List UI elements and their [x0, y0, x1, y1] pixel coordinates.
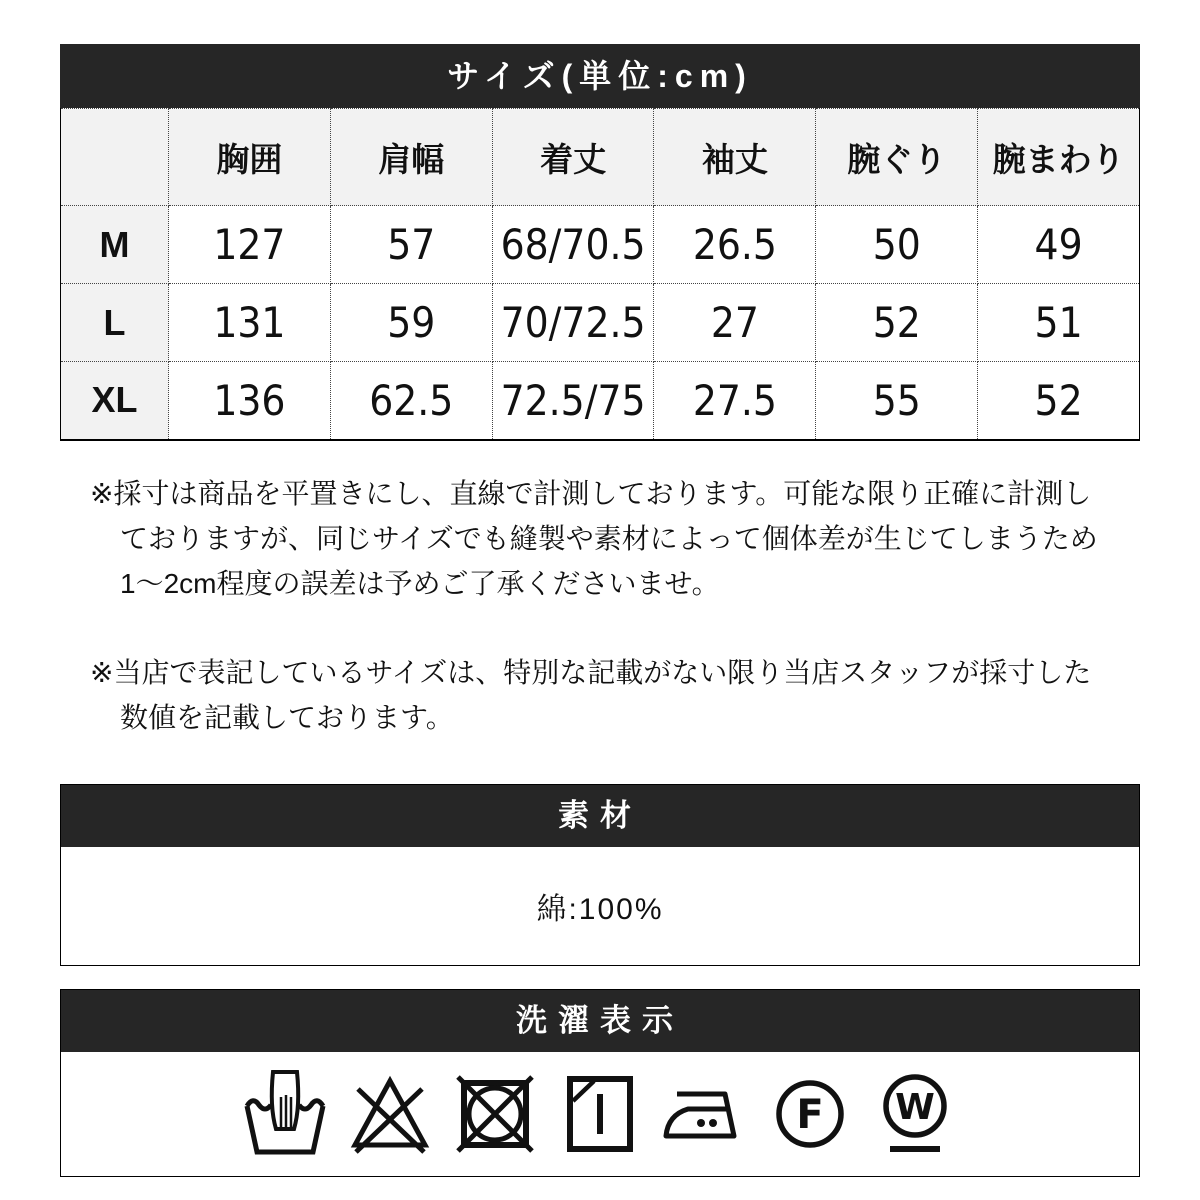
hand-wash-icon	[240, 1066, 330, 1161]
table-cell: 26.5	[654, 206, 816, 284]
table-cell: 62.5	[330, 362, 492, 440]
laundry-section-header-bar	[61, 990, 1139, 1052]
svg-text:W: W	[895, 1087, 935, 1128]
column-header-armhole: 腕ぐり	[816, 109, 978, 206]
laundry-section	[60, 989, 1140, 1177]
material-value: 綿:100%	[536, 892, 664, 926]
dry-clean-f-icon	[765, 1066, 855, 1161]
table-cell: 49	[978, 206, 1140, 284]
table-cell: 68/70.5	[492, 206, 654, 284]
table-row-m	[61, 206, 1140, 284]
svg-text:F: F	[796, 1092, 824, 1138]
measurement-note	[90, 471, 1140, 606]
table-cell: 72.5/75	[492, 362, 654, 440]
table-cell: 59	[330, 284, 492, 362]
note-line: ておりますが、同じサイズでも縫製や素材によって個体差が生じてしまうため	[120, 522, 1098, 554]
size-section	[60, 44, 1140, 441]
table-cell: 51	[978, 284, 1140, 362]
table-row-l	[61, 284, 1140, 362]
size-table	[60, 108, 1140, 441]
row-label-xl: XL	[61, 362, 169, 440]
table-cell: 127	[169, 206, 331, 284]
material-section-header-bar	[61, 785, 1139, 847]
laundry-icons-row	[61, 1052, 1139, 1176]
material-section	[60, 784, 1140, 966]
size-table-header-row	[61, 109, 1140, 206]
note-line: 1〜2cm程度の誤差は予めご了承くださいませ。	[120, 567, 720, 599]
table-cell: 131	[169, 284, 331, 362]
table-row-xl	[61, 362, 1140, 440]
do-not-bleach-icon	[345, 1066, 435, 1161]
table-corner-cell	[61, 109, 169, 206]
column-header-arm-circumference: 腕まわり	[978, 109, 1140, 206]
table-cell: 52	[978, 362, 1140, 440]
note-line: ※採寸は商品を平置きにし、直線で計測しております。可能な限り正確に計測し	[90, 477, 1092, 509]
row-label-m: M	[61, 206, 169, 284]
table-cell: 136	[169, 362, 331, 440]
note-line: 数値を記載しております。	[120, 701, 454, 733]
notes	[90, 471, 1140, 740]
column-header-chest: 胸囲	[169, 109, 331, 206]
table-cell: 50	[816, 206, 978, 284]
note-line: ※当店で表記しているサイズは、特別な記載がない限り当店スタッフが採寸した	[90, 656, 1092, 688]
wet-clean-w-underline-icon	[870, 1066, 960, 1161]
column-header-length: 着丈	[492, 109, 654, 206]
material-section-title: 素材	[558, 797, 642, 833]
table-cell: 27	[654, 284, 816, 362]
size-section-header-bar	[60, 44, 1140, 108]
iron-two-dots-icon	[660, 1066, 750, 1161]
column-header-sleeve: 袖丈	[654, 109, 816, 206]
line-dry-in-shade-icon	[555, 1066, 645, 1161]
column-header-shoulder: 肩幅	[330, 109, 492, 206]
size-notation-note	[90, 650, 1140, 740]
material-body	[61, 847, 1139, 965]
table-cell: 27.5	[654, 362, 816, 440]
do-not-tumble-dry-icon	[450, 1066, 540, 1161]
size-section-title: サイズ(単位:cm)	[447, 58, 753, 94]
row-label-l: L	[61, 284, 169, 362]
table-cell: 57	[330, 206, 492, 284]
table-cell: 52	[816, 284, 978, 362]
laundry-section-title: 洗濯表示	[516, 1002, 684, 1038]
table-cell: 55	[816, 362, 978, 440]
table-cell: 70/72.5	[492, 284, 654, 362]
